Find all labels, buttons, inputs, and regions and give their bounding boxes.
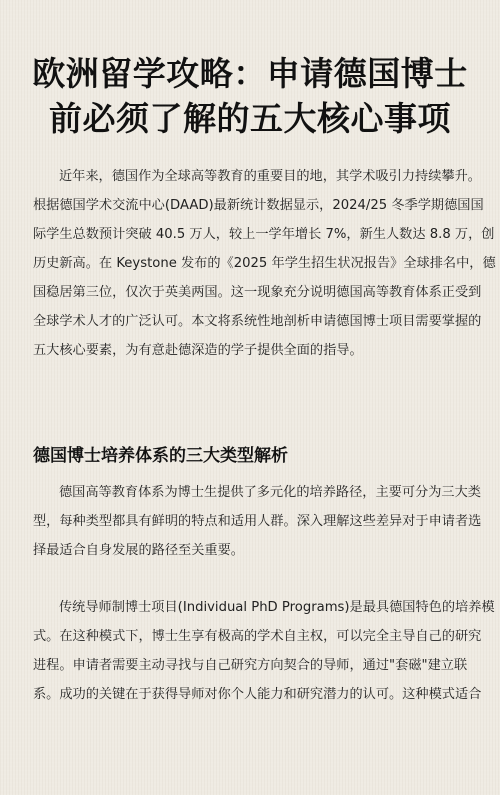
paragraph-line: 根据德国学术交流中心(DAAD)最新统计数据显示，2024/25 冬季学期德国国 (33, 198, 484, 213)
paragraph-line: 进程。申请者需要主动寻找与自己研究方向契合的导师，通过"套磁"建立联 (33, 658, 468, 673)
paragraph-line: 近年来，德国作为全球高等教育的重要目的地，其学术吸引力持续攀升。 (59, 169, 481, 184)
paragraph-line: 德国高等教育体系为博士生提供了多元化的培养路径，主要可分为三大类 (59, 485, 481, 500)
intro-paragraph (33, 162, 496, 365)
article-title-line-2: 前必须了解的五大核心事项 (49, 99, 451, 138)
section-paragraph-1 (33, 478, 482, 565)
paragraph-line: 型，每种类型都具有鲜明的特点和适用人群。深入理解这些差异对于申请者选 (33, 514, 482, 529)
paragraph-line: 传统导师制博士项目(Individual PhD Programs)是最具德国特色的培养模 (59, 600, 495, 615)
section-paragraph-2 (33, 593, 495, 709)
paragraph-line: 历史新高。在 Keystone 发布的《2025 年学生招生状况报告》全球排名中，德 (33, 256, 496, 271)
section-heading: 德国博士培养体系的三大类型解析 (33, 446, 288, 466)
paragraph-line: 系。成功的关键在于获得导师对你个人能力和研究潜力的认可。这种模式适合 (33, 687, 482, 702)
paragraph-line: 国稳居第三位，仅次于英美两国。这一现象充分说明德国高等教育体系正受到 (33, 285, 482, 300)
paragraph-line: 全球学术人才的广泛认可。本文将系统性地剖析申请德国博士项目需要掌握的 (33, 314, 482, 329)
paragraph-line: 五大核心要素，为有意赴德深造的学子提供全面的指导。 (33, 343, 363, 358)
paragraph-line: 式。在这种模式下，博士生享有极高的学术自主权，可以完全主导自己的研究 (33, 629, 482, 644)
paragraph-line: 际学生总数预计突破 40.5 万人，较上一学年增长 7%，新生人数达 8.8 万，创 (33, 227, 495, 242)
paragraph-line: 择最适合自身发展的路径至关重要。 (33, 543, 244, 558)
article-title-line-1: 欧洲留学攻略：申请德国博士 (32, 54, 468, 93)
